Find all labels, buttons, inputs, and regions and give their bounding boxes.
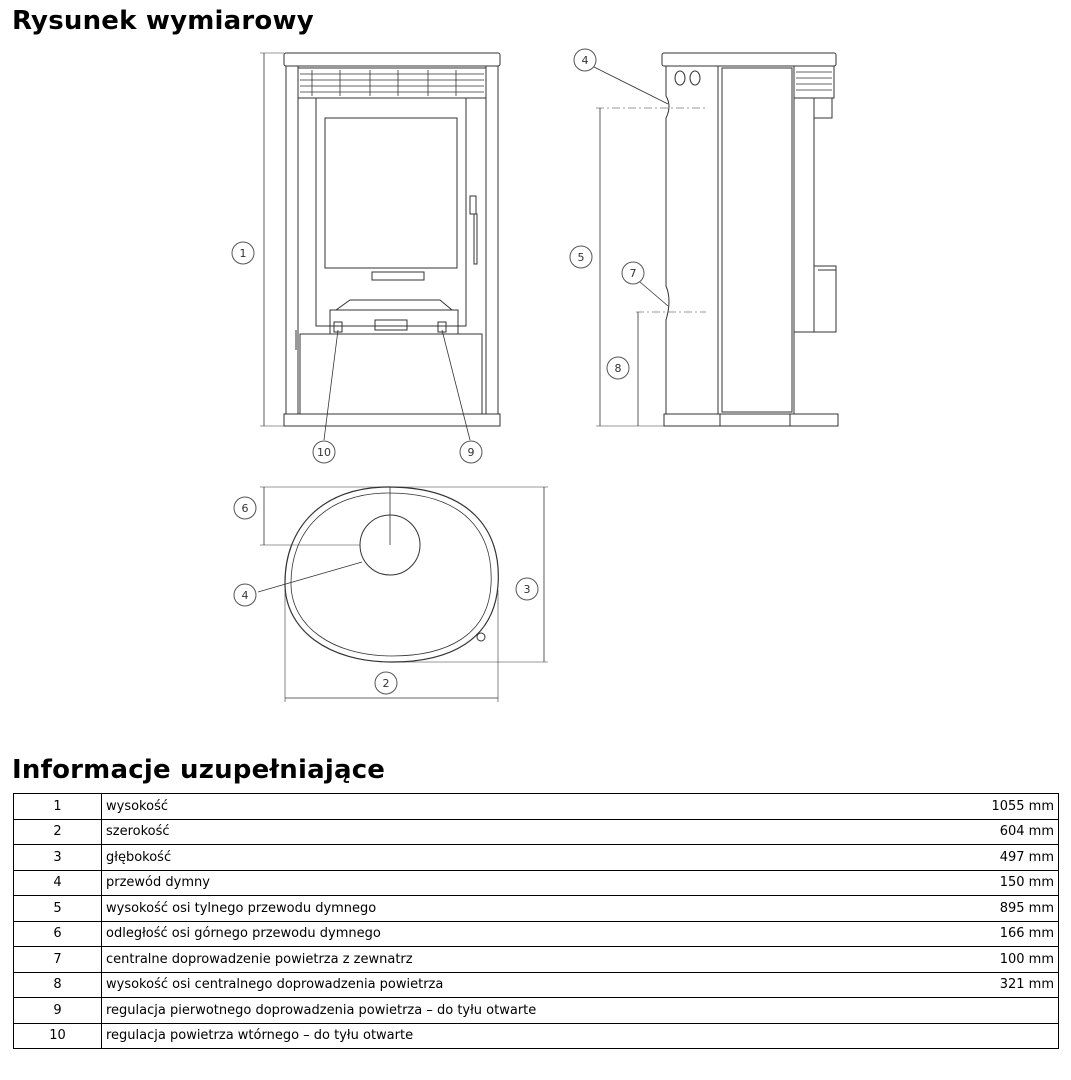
spec-num: 8: [14, 972, 102, 998]
table-row: [14, 921, 1059, 947]
spec-value: 895 mm: [930, 896, 1059, 922]
spec-label: wysokość osi tylnego przewodu dymnego: [102, 896, 931, 922]
spec-num: 7: [14, 947, 102, 973]
table-row: [14, 794, 1059, 820]
svg-text:9: 9: [467, 446, 475, 459]
spec-num: 3: [14, 845, 102, 871]
svg-text:6: 6: [241, 502, 249, 515]
svg-text:10: 10: [317, 446, 331, 459]
spec-label: wysokość osi centralnego doprowadzenia powietrza: [102, 972, 931, 998]
callout-9: [460, 441, 482, 463]
table-row: [14, 819, 1059, 845]
svg-text:1: 1: [239, 247, 247, 260]
callout-3: [516, 578, 538, 600]
spec-value: 1055 mm: [930, 794, 1059, 820]
svg-text:8: 8: [614, 362, 622, 375]
callout-4-side: [574, 49, 596, 71]
spec-label: głębokość: [102, 845, 931, 871]
table-row: [14, 870, 1059, 896]
table-row: [14, 972, 1059, 998]
callout-10: [313, 441, 335, 463]
svg-text:5: 5: [577, 251, 585, 264]
spec-value: 150 mm: [930, 870, 1059, 896]
spec-num: 4: [14, 870, 102, 896]
callout-1: [232, 242, 254, 264]
spec-num: 1: [14, 794, 102, 820]
callout-7: [622, 262, 644, 284]
spec-value: 166 mm: [930, 921, 1059, 947]
callout-6: [234, 497, 256, 519]
spec-label: szerokość: [102, 819, 931, 845]
spec-num: 2: [14, 819, 102, 845]
table-row: [14, 1023, 1059, 1049]
callout-5: [570, 246, 592, 268]
spec-value: 497 mm: [930, 845, 1059, 871]
svg-text:4: 4: [241, 589, 249, 602]
spec-value: 321 mm: [930, 972, 1059, 998]
spec-table: [13, 793, 1059, 1049]
drawing-heading: Rysunek wymiarowy: [12, 6, 314, 36]
svg-text:2: 2: [382, 677, 390, 690]
spec-label: wysokość: [102, 794, 931, 820]
info-heading: Informacje uzupełniające: [12, 755, 386, 785]
spec-value: 100 mm: [930, 947, 1059, 973]
spec-num: 6: [14, 921, 102, 947]
top-view: [258, 487, 548, 702]
spec-label: odległość osi górnego przewodu dymnego: [102, 921, 931, 947]
spec-num: 9: [14, 998, 102, 1024]
callout-8: [607, 357, 629, 379]
callout-2: [375, 672, 397, 694]
table-row: [14, 896, 1059, 922]
spec-num: 10: [14, 1023, 102, 1049]
front-view: [260, 53, 500, 440]
table-row: [14, 947, 1059, 973]
svg-text:7: 7: [629, 267, 637, 280]
svg-text:4: 4: [581, 54, 589, 67]
spec-num: 5: [14, 896, 102, 922]
callout-4-top: [234, 584, 256, 606]
spec-value: 604 mm: [930, 819, 1059, 845]
table-row: [14, 845, 1059, 871]
table-row: [14, 998, 1059, 1024]
spec-label: regulacja powietrza wtórnego – do tyłu otwarte: [102, 1023, 1059, 1049]
spec-label: centralne doprowadzenie powietrza z zewnatrz: [102, 947, 931, 973]
spec-label: przewód dymny: [102, 870, 931, 896]
svg-text:3: 3: [523, 583, 531, 596]
spec-label: regulacja pierwotnego doprowadzenia powietrza – do tyłu otwarte: [102, 998, 1059, 1024]
